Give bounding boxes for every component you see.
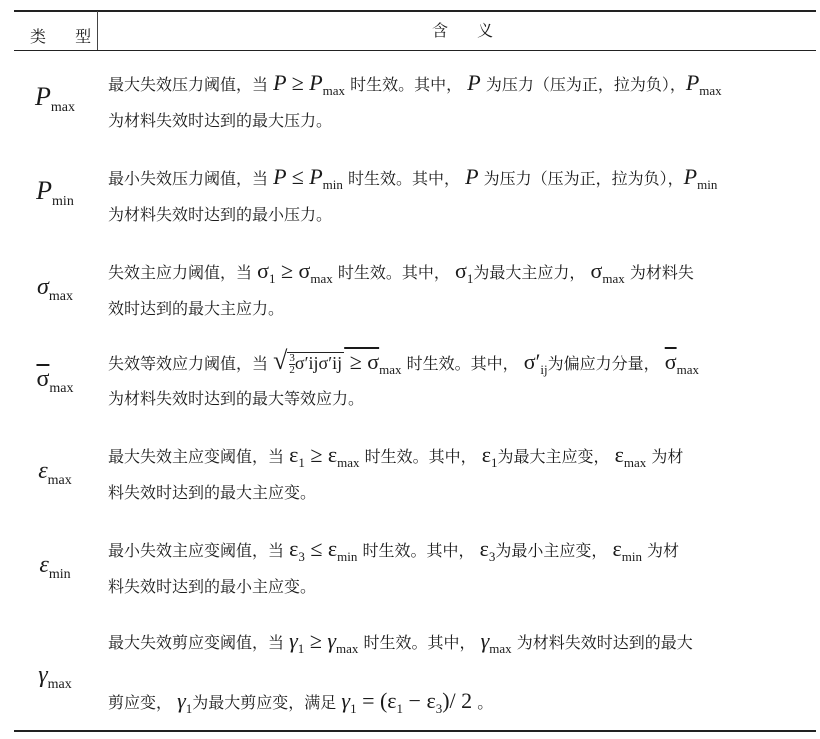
table-top-rule [14,10,816,12]
math-sub: 1 [396,701,404,716]
header-type: 类 型 [30,27,104,46]
text: 剪应变， [108,693,173,712]
text: 为压力（压为正，拉为负）， [485,75,686,94]
symbol-main: σ [37,274,49,300]
desc-line: 效时达到的最大主应力。 [108,299,285,318]
symbol-sub: max [50,100,75,115]
math: ε [481,442,492,467]
symbol-sigma-max [16,272,94,312]
math: ε [479,536,489,561]
desc-pmin [108,162,813,238]
math-sub: ij [540,362,548,377]
math-sub: max [379,362,402,377]
desc-line: 料失效时达到的最大主应变。 [108,483,317,502]
math: P [683,164,698,189]
math-sub: 3 [435,701,443,716]
math-sub: max [337,455,360,470]
desc-sigma-bar-max [108,346,813,422]
desc-line [108,162,813,200]
math-sub: max [676,362,699,377]
math-sub: min [697,177,718,192]
math: )/ 2 [442,688,473,713]
math: σ [257,258,269,283]
text: 时生效。其中， [350,75,463,94]
radicand-body: σ′ijσ′ij [294,353,343,373]
desc-gamma-max [108,626,813,724]
math: ε [289,536,299,561]
text: 失效等效应力阈值，当 [108,354,269,373]
text: 时生效。其中， [364,447,477,466]
math-sub: 1 [268,271,276,286]
symbol-epsilon-max [16,456,94,496]
table-header-rule [14,50,816,51]
symbol-main: ε [39,552,49,578]
desc-line [108,440,813,478]
text: 为最大剪应变，满足 [192,693,337,712]
math-sub: 1 [350,701,357,716]
math-sub: 1 [491,455,498,470]
math: σ [590,258,603,283]
math: P ≥ P [273,70,323,95]
text: 最小失效压力阈值，当 [108,169,269,188]
math: = (ε [356,688,397,713]
symbol-main: P [35,82,51,111]
math-sub: 3 [298,549,305,564]
text: 时生效。其中， [363,633,476,652]
text: 时生效。其中， [406,354,519,373]
desc-line [108,686,813,724]
symbol-main: P [36,176,53,205]
math-sub: min [621,549,642,564]
math: ≥ σ [344,349,380,374]
desc-line [108,534,813,572]
math: ≤ ε [304,536,338,561]
math: ≥ ε [304,442,338,467]
desc-line [108,346,813,384]
text: 时生效。其中， [348,169,461,188]
math-sub: 3 [488,549,496,564]
text: 最小失效主应变阈值，当 [108,541,285,560]
symbol-pmax [16,82,94,123]
desc-line [108,68,813,106]
symbol-sub: max [48,289,73,304]
text: 失效主应力阈值，当 [108,263,253,282]
symbol-main: $\overline{\sigma}$ [36,366,50,392]
math: γ [289,628,298,653]
math-sub: min [337,549,358,564]
symbol-main: ε [38,458,48,484]
desc-line: 为材料失效时达到的最小压力。 [108,205,333,224]
math: P [685,70,700,95]
text: 最大失效压力阈值，当 [108,75,269,94]
math: P ≤ P [273,164,323,189]
header-meaning: 含 义 [432,21,506,40]
desc-line: 为材料失效时达到的最大等效应力。 [108,389,365,408]
symbol-pmin [16,176,94,217]
symbol-sub: max [47,473,72,488]
math: ε [612,536,622,561]
symbol-sub: max [49,381,74,396]
math-sub: max [489,641,512,656]
math-sub: 1 [298,455,305,470]
math-sub: 1 [466,271,474,286]
text: 最大失效剪应变阈值，当 [108,633,285,652]
text: 。 [477,693,494,712]
text: 为材 [651,447,684,466]
desc-sigma-max [108,256,813,332]
text: 最大失效主应变阈值，当 [108,447,285,466]
math-sub: 1 [297,641,305,656]
frac-den: 2 [289,364,295,377]
math-sub: max [322,83,346,98]
symbol-sub: max [47,677,72,692]
desc-line: 料失效时达到的最小主应变。 [108,577,317,596]
text: 时生效。其中， [337,263,450,282]
math-sub: max [602,271,625,286]
math-sub: 1 [185,701,193,716]
math: ε [614,442,624,467]
text: 为压力（压为正，拉为负）， [483,169,684,188]
desc-line [108,256,813,294]
math-sub: max [623,455,647,470]
symbol-gamma-max [16,660,94,700]
text: 时生效。其中， [362,541,475,560]
math-sub: min [322,177,343,192]
text: 为最大主应力， [473,263,586,282]
table-bottom-rule [14,730,816,732]
math-sub: max [699,83,722,98]
text: 为最小主应变， [495,541,608,560]
symbol-sub: min [48,567,71,582]
math: γ [341,688,351,713]
symbol-sub: min [52,194,74,209]
math: σ′ [523,349,541,374]
text: 为材料失 [629,263,694,282]
text: 为偏应力分量， [547,354,660,373]
text: 为材料失效时达到的最大 [516,633,693,652]
desc-line: 为材料失效时达到的最大压力。 [108,111,333,130]
math: γ [177,688,186,713]
text: 为材 [647,541,680,560]
math: $\overline{\sigma}$ [664,349,677,374]
math: − ε [403,688,436,713]
sqrt-sign: √ [273,346,288,375]
math: P [467,70,481,95]
symbol-epsilon-min [16,550,94,590]
math: γ [480,628,490,653]
math-sub: max [310,271,333,286]
desc-line [108,626,813,686]
desc-epsilon-min [108,534,813,610]
text: 为最大主应变， [497,447,610,466]
symbol-sigma-bar-max [16,364,94,404]
math: ≥ σ [275,258,311,283]
math-sub: max [336,641,359,656]
desc-epsilon-max [108,440,813,516]
desc-pmax [108,68,813,144]
math: ≥ γ [304,628,337,653]
math: ε [289,442,299,467]
math: P [465,164,479,189]
symbol-main: γ [38,662,48,688]
math: σ [455,258,467,283]
radicand [287,352,344,377]
frac-num: 3 [289,352,295,365]
